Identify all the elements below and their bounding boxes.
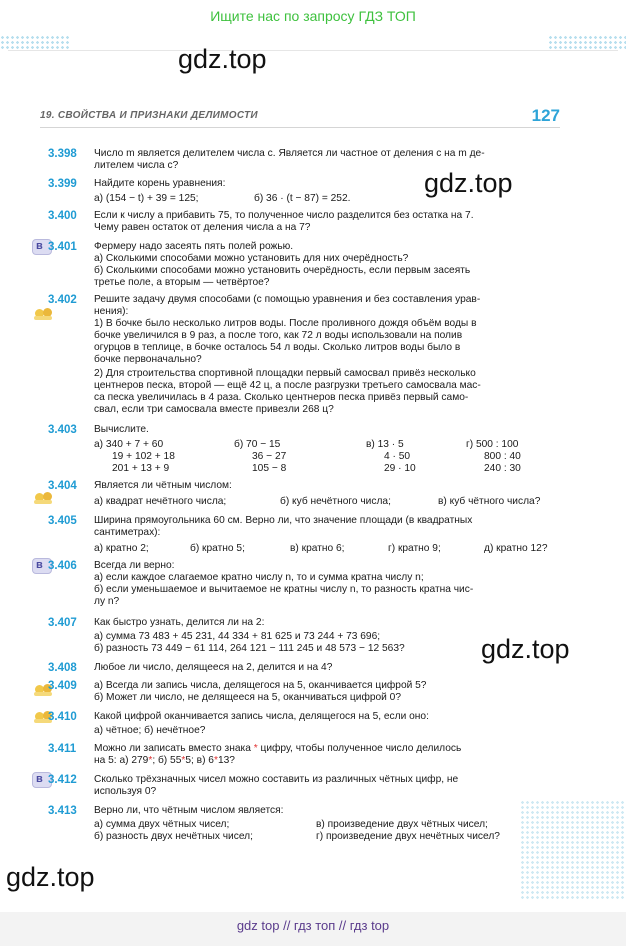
footer-links[interactable]: gdz top // гдз топ // гдз top (236, 918, 390, 933)
exercise-number: 3.402 (48, 294, 77, 306)
exercise-line: Найдите корень уравнения: (94, 178, 226, 189)
b-badge-icon: в (32, 558, 52, 574)
exercise-line: используя 0? (94, 786, 157, 797)
item-a: а) кратно 2; (94, 543, 149, 554)
watermark-1: gdz.top (178, 44, 267, 74)
page-number: 127 (531, 106, 560, 125)
star-symbol: * (213, 755, 218, 766)
star-symbol: * (148, 755, 153, 766)
exercise-line: Сколько трёхзначных чисел можно составить из различных чётных цифр, не (94, 774, 459, 785)
section-title: 19. СВОЙСТВА И ПРИЗНАКИ ДЕЛИМОСТИ (40, 110, 258, 121)
watermark-3: gdz.top (481, 634, 570, 664)
pair-work-icon (34, 490, 54, 504)
exercise-line: са песка увеличилась в 4 раза. Сколько центнеров песка привёз первый само- (94, 392, 469, 403)
exercise-number: 3.406 (48, 560, 77, 572)
exercise-text: на 5: а) 279 (94, 755, 149, 766)
exercise-line: бочке первоначально? (94, 354, 202, 365)
exercise-line: б) Может ли число, не делящееся на 5, оканчиваться цифрой 0? (94, 692, 402, 703)
exercise-line: лителем числа c? (94, 160, 179, 171)
banner-text: Ищите нас по запросу ГДЗ ТОП (210, 8, 416, 24)
calc-a-1: а) 340 + 7 + 60 (94, 439, 164, 450)
exercise-line: третье поле, а вторым — четвёртое? (94, 277, 270, 288)
exercise-number: 3.398 (48, 148, 77, 160)
item-a: а) квадрат нечётного числа; (94, 496, 227, 507)
exercise-line: Какой цифрой оканчивается запись числа, делящегося на 5, если оно: (94, 711, 429, 722)
item-a: а) (154 − t) + 39 = 125; (94, 193, 199, 204)
top-banner (0, 0, 626, 34)
exercise-number: 3.409 (48, 680, 77, 692)
calc-c-1: в) 13 · 5 (366, 439, 404, 450)
exercise-line: Решите задачу двумя способами (с помощью уравнения и без составления урав- (94, 294, 481, 305)
exercise-line: 1) В бочке было несколько литров воды. После проливного дождя объём воды в (94, 318, 477, 329)
star-symbol: * (181, 755, 186, 766)
exercise-line: Как быстро узнать, делится ли на 2: (94, 617, 265, 628)
exercise-line: Всегда ли верно: (94, 560, 175, 571)
item-b: б) кратно 5; (190, 543, 245, 554)
exercise-line: а) если каждое слагаемое кратно числу n, то и сумма кратна числу n; (94, 572, 424, 583)
exercise-line: 2) Для строительства спортивной площадки первый самосвал привёз несколько (94, 368, 476, 379)
calc-d-2: 800 : 40 (484, 451, 521, 462)
item-c: в) куб чётного числа? (438, 496, 541, 507)
exercise-line: Любое ли число, делящееся на 2, делится и на 4? (94, 662, 333, 673)
star-symbol: * (253, 743, 258, 754)
item-e: д) кратно 12? (484, 543, 548, 554)
exercise-line: сантиметрах): (94, 527, 161, 538)
item-c: в) произведение двух чётных чисел; (316, 819, 488, 830)
item-d: г) произведение двух нечётных чисел? (316, 831, 500, 842)
exercise-number: 3.400 (48, 210, 77, 222)
exercise-line: свал, если три самосвала вместе привезли 268 ц? (94, 404, 334, 415)
b-badge-icon: в (32, 772, 52, 788)
exercise-text: 13? (217, 755, 235, 766)
watermark-2: gdz.top (424, 168, 513, 198)
exercise-text: Можно ли записать вместо знака (94, 743, 251, 754)
exercise-text: цифру, чтобы полученное число делилось (260, 743, 462, 754)
calc-c-2: 4 · 50 (384, 451, 411, 462)
decor-dots-left (0, 35, 70, 49)
exercise-number: 3.413 (48, 805, 77, 817)
item-d: г) кратно 9; (388, 543, 441, 554)
running-header (40, 106, 560, 128)
exercise-line: Ширина прямоугольника 60 см. Верно ли, что значение площади (в квадратных (94, 515, 473, 526)
exercise-line: огурцов в теплице, в бочке осталось 54 л воды. Сколько литров воды было в (94, 342, 461, 353)
exercise-line: а) сумма 73 483 + 45 231, 44 334 + 81 625 и 73 244 + 73 696; (94, 631, 381, 642)
exercise-line: а) Сколькими способами можно установить для них очерёдность? (94, 253, 409, 264)
exercise-number: 3.405 (48, 515, 77, 527)
exercise-line: Если к числу a прибавить 75, то полученное число разделится без остатка на 7. (94, 210, 474, 221)
exercise-number: 3.401 (48, 241, 77, 253)
calc-d-1: г) 500 : 100 (466, 439, 519, 450)
exercise-number: 3.408 (48, 662, 77, 674)
item-b: б) разность двух нечётных чисел; (94, 831, 253, 842)
exercise-number: 3.399 (48, 178, 77, 190)
exercise-line: а) чётное; б) нечётное? (94, 725, 206, 736)
exercise-number: 3.410 (48, 711, 77, 723)
exercise-text: 5; в) 6 (185, 755, 214, 766)
item-a: а) сумма двух чётных чисел; (94, 819, 230, 830)
calc-c-3: 29 · 10 (384, 463, 416, 474)
exercise-line: б) разность 73 449 − 61 114, 264 121 − 111 245 и 48 573 − 12 563? (94, 643, 405, 654)
exercise-line: Вычислите. (94, 424, 149, 435)
exercise-line: нения): (94, 306, 129, 317)
exercise-line: Чему равен остаток от деления числа a на 7? (94, 222, 311, 233)
exercise-line: Является ли чётным числом: (94, 480, 232, 491)
watermark-4: gdz.top (6, 862, 95, 892)
exercise-line: б) если уменьшаемое и вычитаемое не кратны числу n, то разность кратна чис- (94, 584, 474, 595)
calc-b-3: 105 − 8 (252, 463, 287, 474)
exercise-line: б) Сколькими способами можно установить очерёдность, если первым засеять (94, 265, 471, 276)
item-b: б) 36 · (t − 87) = 252. (254, 193, 351, 204)
item-c: в) кратно 6; (290, 543, 345, 554)
calc-b-2: 36 − 27 (252, 451, 287, 462)
calc-a-2: 19 + 102 + 18 (112, 451, 175, 462)
exercise-text: ; б) 55 (152, 755, 182, 766)
exercise-line: Верно ли, что чётным числом является: (94, 805, 284, 816)
exercise-number: 3.403 (48, 424, 77, 436)
b-badge-icon: в (32, 239, 52, 255)
exercise-number: 3.407 (48, 617, 77, 629)
pair-work-icon (34, 306, 54, 320)
calc-b-1: б) 70 − 15 (234, 439, 281, 450)
exercise-line: бочке увеличился в 9 раз, а после того, как 72 л воды использовали на полив (94, 330, 463, 341)
calc-d-3: 240 : 30 (484, 463, 521, 474)
decor-dots-right (548, 35, 626, 49)
exercise-number: 3.404 (48, 480, 77, 492)
exercise-number: 3.411 (48, 743, 77, 755)
exercise-line: центнеров песка, второй — ещё 42 ц, а после разгрузки третьего самосвала мас- (94, 380, 481, 391)
calc-a-3: 201 + 13 + 9 (112, 463, 170, 474)
exercise-line: Число m является делителем числа c. Является ли частное от деления c на m де- (94, 148, 485, 159)
item-b: б) куб нечётного числа; (280, 496, 391, 507)
exercise-line: Фермеру надо засеять пять полей рожью. (94, 241, 294, 252)
exercise-line: а) Всегда ли запись числа, делящегося на 5, оканчивается цифрой 5? (94, 680, 427, 691)
exercise-line: лу n? (94, 596, 120, 607)
exercise-number: 3.412 (48, 774, 77, 786)
